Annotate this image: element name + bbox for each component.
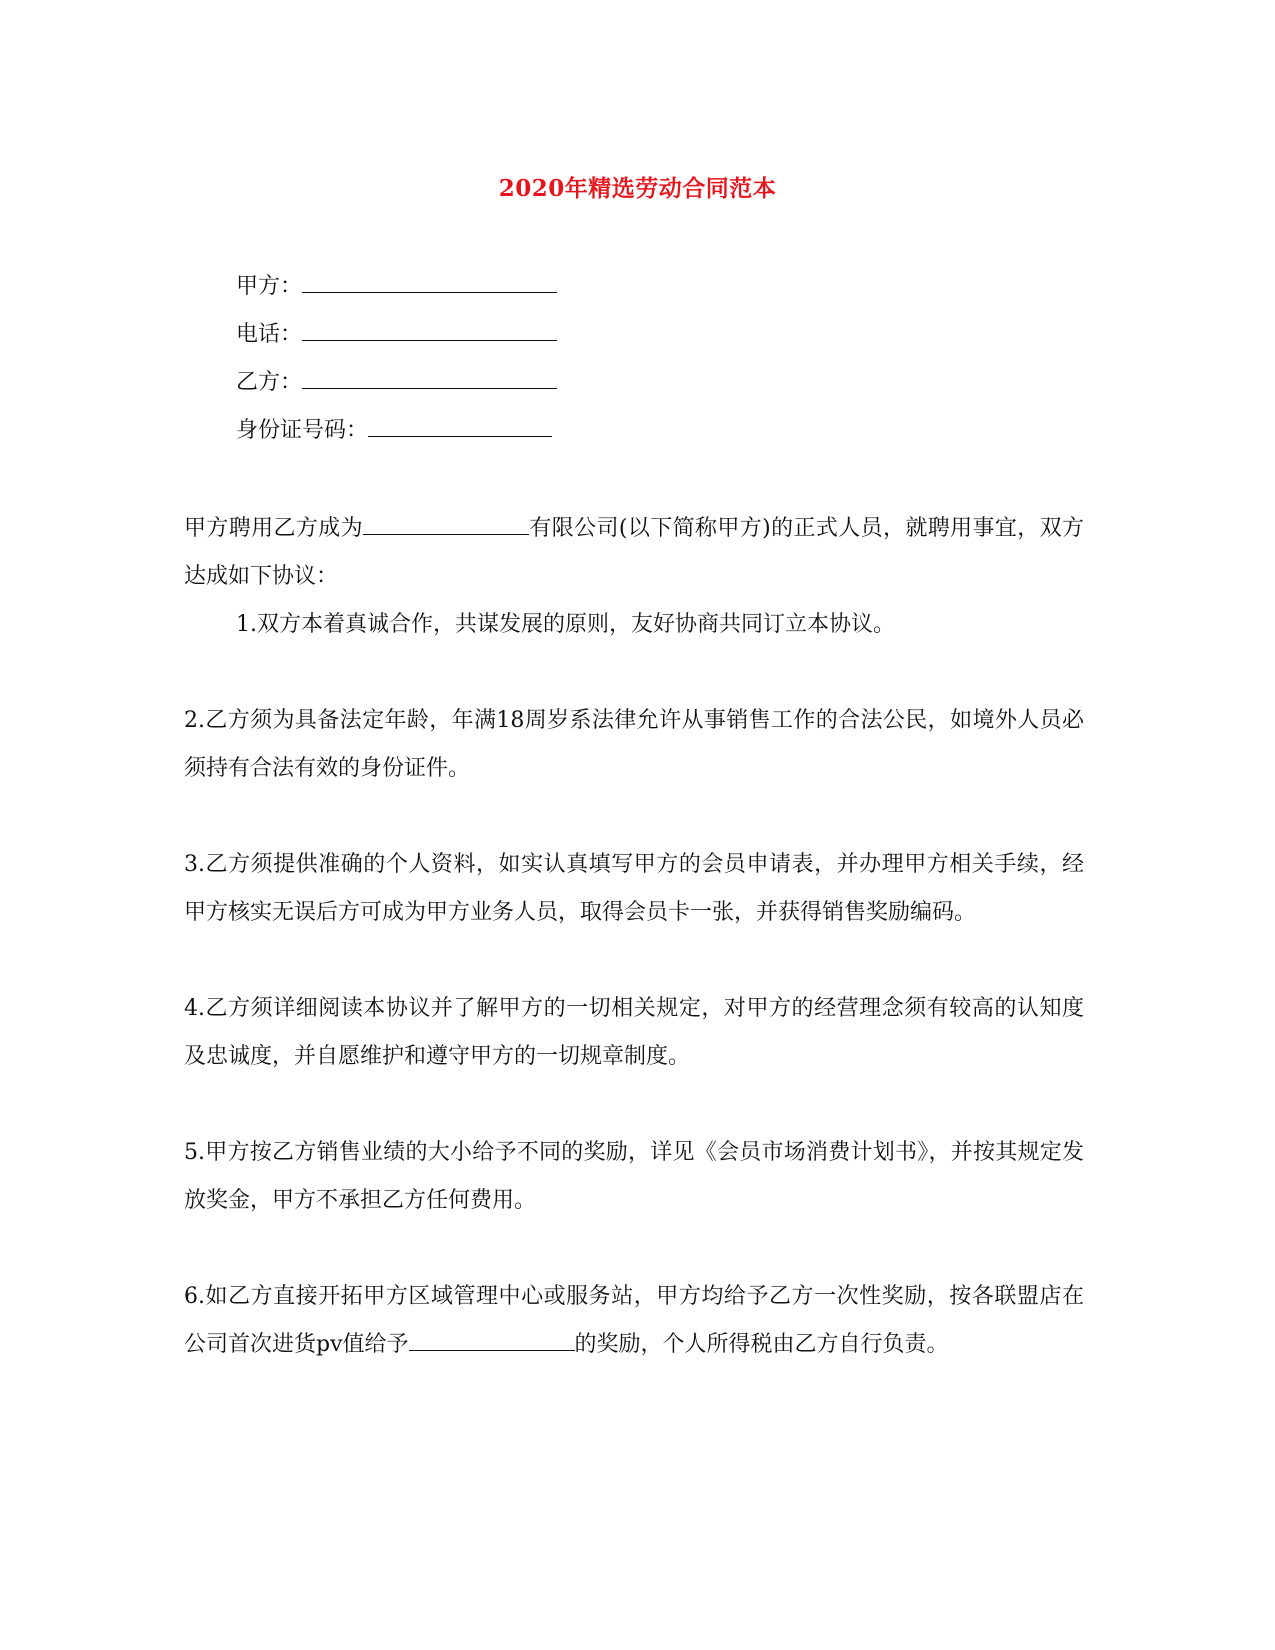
id-number-field bbox=[236, 412, 836, 460]
party-b-field bbox=[236, 364, 836, 412]
contract-body bbox=[184, 505, 1084, 1369]
party-a-label: 甲方： bbox=[236, 274, 303, 299]
clause-2: 2.乙方须为具备法定年龄，年满18周岁系法律允许从事销售工作的合法公民，如境外人员必须持有合法有效的身份证件。 bbox=[184, 708, 1084, 781]
pv-amount-blank[interactable] bbox=[409, 1326, 575, 1351]
id-number-label: 身份证号码： bbox=[236, 418, 369, 443]
clause-1: 1.双方本着真诚合作，共谋发展的原则，友好协商共同订立本协议。 bbox=[236, 612, 895, 637]
phone-blank[interactable] bbox=[302, 316, 557, 341]
clause-5: 5.甲方按乙方销售业绩的大小给予不同的奖励，详见《会员市场消费计划书》，并按其规定发放奖金，甲方不承担乙方任何费用。 bbox=[184, 1140, 1084, 1213]
id-number-blank[interactable] bbox=[368, 412, 552, 437]
clause-3: 3.乙方须提供准确的个人资料，如实认真填写甲方的会员申请表，并办理甲方相关手续，经甲方核实无误后方可成为甲方业务人员，取得会员卡一张，并获得销售奖励编码。 bbox=[184, 852, 1084, 925]
party-a-field bbox=[236, 268, 836, 316]
clause-4: 4.乙方须详细阅读本协议并了解甲方的一切相关规定，对甲方的经营理念须有较高的认知度及忠诚度，并自愿维护和遵守甲方的一切规章制度。 bbox=[184, 996, 1084, 1069]
party-info-fields bbox=[236, 268, 836, 460]
clause-6-text-start: 6.如乙方直接开拓甲方区域管理中心或服务站，甲方均给予乙方一次性奖励，按各联盟店在公司首次进货pv值给予 bbox=[184, 1284, 1084, 1357]
phone-label: 电话： bbox=[236, 322, 303, 347]
party-b-label: 乙方： bbox=[236, 370, 303, 395]
party-b-blank[interactable] bbox=[302, 364, 557, 389]
phone-field bbox=[236, 316, 836, 364]
company-name-blank[interactable] bbox=[363, 510, 529, 535]
intro-text-end: 有限公司(以下简称甲方)的正式人员，就聘用事宜，双方达成如下协议： bbox=[184, 516, 1084, 589]
intro-text-start: 甲方聘用乙方成为 bbox=[184, 516, 364, 541]
party-a-blank[interactable] bbox=[302, 268, 557, 293]
document-title: 2020年精选劳动合同范本 bbox=[498, 175, 777, 202]
clause-6 bbox=[184, 1273, 1084, 1369]
clause-6-text-end: 的奖励，个人所得税由乙方自行负责。 bbox=[574, 1332, 949, 1357]
intro-paragraph bbox=[184, 505, 1084, 601]
